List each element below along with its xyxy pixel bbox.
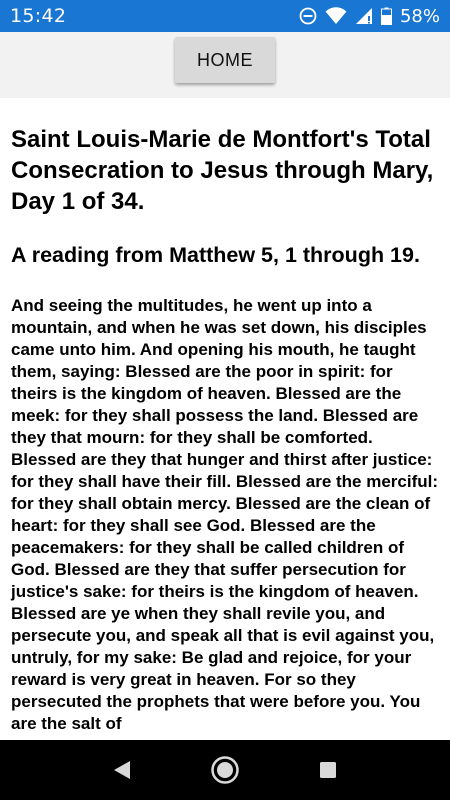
reading-text: And seeing the multitudes, he went up into a mountain, and when he was set down, his disciples came unto him. And opening his mouth, he taught them, saying: Blessed are the poor in spirit: for theirs is the kingdom of heaven. Blessed are the meek: for they shall possess the land. Blessed are they that mourn: for they shall be comforted. Blessed are they that hunger and thirst after justice: for they shall have their fill. Blessed are the merciful: for they shall obtain mercy. Blessed are the clean of heart: for they shall see God. Blessed are the peacemakers: for they shall be called children of God. Blessed are they that suffer persecution for justice's sake: for theirs is the kingdom of heaven. Blessed are ye when they shall revile you, and persecute you, and speak all that is evil against you, untruly, for my sake: Be glad and rejoice, for your reward is very great in heaven. For so they persecuted the prophets that were before you. You are the salt of (11, 296, 439, 733)
status-time: 15:42 (10, 5, 67, 27)
article-content[interactable] (0, 98, 450, 740)
page-title: Saint Louis-Marie de Montfort's Total Consecration to Jesus through Mary, Day 1 of 34. (11, 126, 434, 215)
signal-icon (355, 7, 373, 25)
home-circle-icon[interactable] (200, 745, 250, 795)
recents-icon[interactable] (303, 745, 353, 795)
battery-icon (381, 7, 392, 25)
navigation-bar (0, 740, 450, 800)
status-bar (0, 0, 450, 32)
wifi-icon (325, 7, 347, 25)
back-icon[interactable] (97, 745, 147, 795)
battery-percent: 58% (399, 5, 440, 27)
toolbar (0, 32, 450, 98)
do-not-disturb-icon (299, 7, 317, 25)
status-icons (299, 6, 440, 27)
home-button[interactable]: HOME (175, 37, 275, 83)
reading-subtitle: A reading from Matthew 5, 1 through 19. (11, 243, 420, 267)
